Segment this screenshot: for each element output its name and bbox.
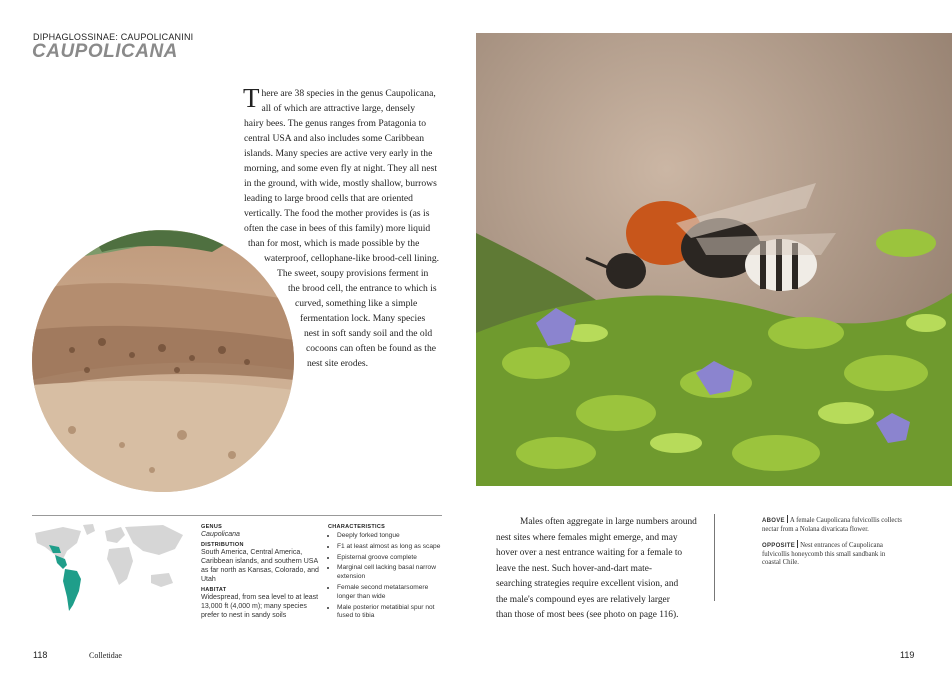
body-line: hover over a nest entrance waiting for a female to — [496, 548, 683, 558]
body-text — [496, 515, 712, 624]
section-divider — [32, 515, 442, 516]
characteristics — [328, 524, 448, 623]
body-line: the male's compound eyes are relatively larger — [496, 594, 670, 605]
caption-above — [762, 515, 902, 534]
distribution-label: DISTRIBUTION — [201, 542, 244, 548]
characteristics-label: CHARACTERISTICS — [328, 524, 386, 530]
intro-line: vertically. The food the mother provides is (as is — [244, 208, 430, 219]
body-line: Males often aggregate in large numbers around — [520, 517, 697, 527]
characteristic-item: • Female second metatarsomere longer than wide — [337, 584, 448, 602]
habitat-label: HABITAT — [201, 587, 227, 593]
intro-line: in the ground, with wide, mostly shallow, burrows — [244, 178, 437, 189]
characteristic-item: • Deeply forked tongue — [337, 532, 448, 541]
genus-value: Caupolicana — [201, 531, 240, 538]
intro-line: leading to large brood cells that are oriented — [244, 193, 413, 204]
distribution-value: South America, Central America, Caribbean islands, and southern USA as far north as Kansas, Colorado, and Utah — [201, 549, 319, 583]
intro-line: islands. Many species are active very early in the — [244, 148, 433, 159]
intro-line: hairy bees. The genus ranges from Patagonia to — [244, 118, 427, 129]
column-divider — [714, 514, 715, 601]
subfamily-label: DIPHAGLOSSINAE: CAUPOLICANINI — [33, 32, 194, 42]
distribution-map — [33, 521, 190, 615]
characteristic-item: • Episternal groove complete — [337, 554, 448, 563]
characteristic-item: • Marginal cell lacking basal narrow extension — [337, 564, 448, 582]
genus-facts — [201, 524, 319, 620]
caption-opposite-text: Nest entrances of Caupolicana fulvicollis honeycomb this small sandbank in coastal Chile. — [762, 542, 886, 566]
caption-above-label: ABOVE — [762, 518, 785, 524]
intro-line: morning, and some even fly at night. They all nest — [244, 163, 437, 174]
intro-line: here are 38 species in the genus Caupolicana, — [261, 88, 436, 99]
caption-above-text: A female Caupolicana fulvicollis collects nectar from a Nolana divaricata flower. — [762, 517, 902, 533]
drop-cap: T — [243, 83, 260, 113]
caption-opposite — [762, 540, 902, 568]
characteristic-item: • Male posterior metatibial spur not fused to tibia — [337, 604, 448, 622]
intro-line: all of which are attractive large, densely — [261, 103, 416, 114]
intro-line: than for most, which is made possible by the — [248, 238, 420, 249]
characteristic-item: • F1 at least almost as long as scape — [337, 543, 448, 552]
page-number-right: 119 — [900, 650, 915, 660]
intro-line: curved, something like a simple — [295, 298, 418, 309]
body-line: than those of most bees (see photo on page 116). — [496, 610, 679, 620]
habitat-value: Widespread, from sea level to at least 13,000 ft (4,000 m); many species prefer to nest in sandy soils — [201, 594, 319, 619]
photo-captions — [762, 515, 902, 574]
intro-line: The sweet, soupy provisions ferment in — [277, 268, 429, 279]
genus-label: GENUS — [201, 524, 223, 530]
intro-line: nest site erodes. — [307, 358, 369, 369]
caption-opposite-label: OPPOSITE — [762, 543, 796, 549]
intro-line: nest in soft sandy soil and the old — [304, 328, 433, 339]
nest-entrance-photo — [32, 230, 294, 492]
intro-line: cocoons can often be found as the — [306, 343, 437, 354]
body-line: leave the nest. Such hover-and-dart mate- — [496, 563, 652, 574]
intro-line: fermentation lock. Many species — [300, 313, 426, 324]
intro-line: central USA and also includes some Caribbean — [244, 133, 425, 144]
intro-line: often the case in bees of this family) more liquid — [244, 223, 431, 234]
bee-on-flower-photo — [476, 33, 952, 486]
intro-line: waterproof, cellophane-like brood-cell lining. — [264, 253, 440, 264]
page-number-left: 118 — [33, 650, 48, 660]
body-line: searching strategies require excellent vision, and — [496, 579, 679, 589]
body-line: nest sites where females might emerge, and may — [496, 532, 678, 543]
family-running-head: Colletidae — [89, 651, 122, 660]
genus-title: CAUPOLICANA — [32, 41, 178, 62]
intro-line: the brood cell, the entrance to which is — [288, 283, 437, 294]
characteristics-list — [328, 532, 448, 621]
